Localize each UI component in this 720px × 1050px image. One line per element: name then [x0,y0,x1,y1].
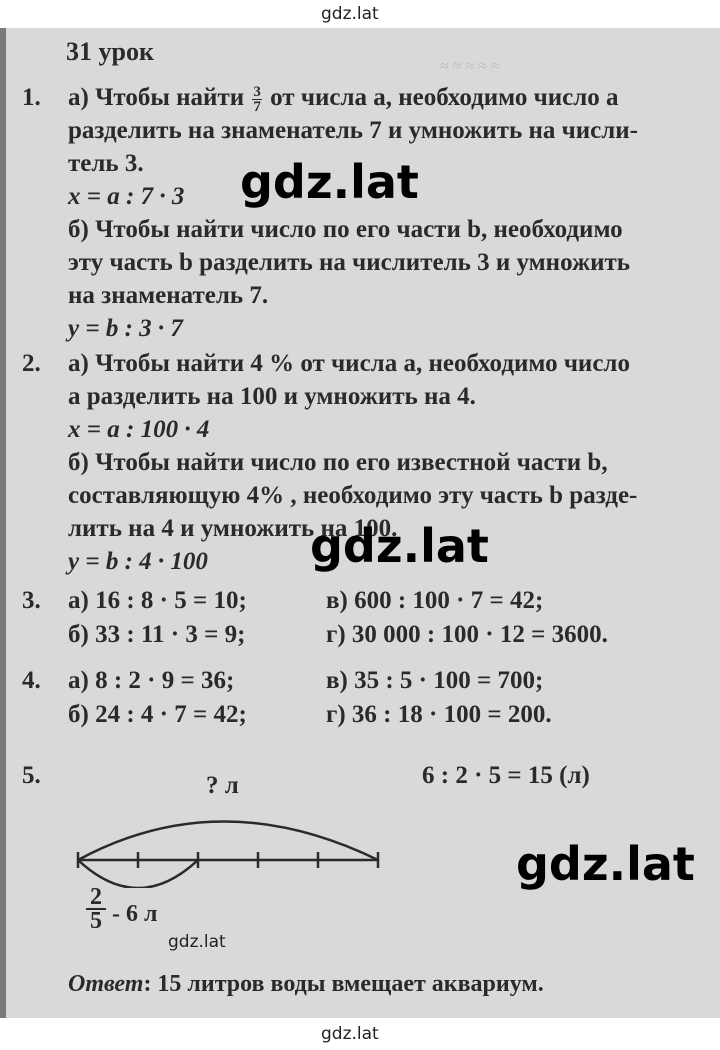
task4-g: г) 36 : 18 · 100 = 200. [326,701,552,728]
watermark-small: gdz.lat [168,932,226,952]
task1-a-line1-pre: а) Чтобы найти [68,84,245,111]
task4-number: 4. [22,667,41,694]
task1-b-line2: эту часть b разделить на числитель 3 и умножить [68,249,630,276]
textbook-page [0,28,720,1018]
part-denominator: 5 [90,908,102,934]
fraction-3-7 [252,85,262,114]
task5-number: 5. [22,762,41,789]
answer-line [68,968,544,1000]
task3-number: 3. [22,587,41,614]
task2-a-line2: a разделить на 100 и умножить на 4. [68,383,476,410]
task1-b-line3: на знаменатель 7. [68,282,269,309]
part-numerator: 2 [86,886,106,910]
task1-a-line1 [68,82,618,114]
task3-a: а) 16 : 8 · 5 = 10; [68,587,247,614]
watermark-big-3: gdz.lat [516,837,695,891]
task3-g: г) 30 000 : 100 · 12 = 3600. [326,621,608,648]
top-watermark: gdz.lat [321,4,379,24]
frac-numerator: 3 [253,83,261,100]
lesson-title: 31 урок [66,37,154,66]
task5-formula: 6 : 2 · 5 = 15 (л) [422,762,590,789]
bleed-through: ≈ ≈ ≈ ≈ ≈ [440,58,500,75]
part-label: - 6 л [112,901,158,927]
task2-b-line3: лить на 4 и умножить на 100. [68,515,398,542]
bottom-watermark: gdz.lat [321,1024,379,1044]
task2-b-line2: составляющую 4% , необходимо эту часть b разде- [68,482,638,509]
task1-a-line3: тель 3. [68,150,144,177]
segment-diagram [70,798,390,888]
task2-a-line1: а) Чтобы найти 4 % от числа a, необходимо число [68,350,630,377]
task2-b-formula: y = b : 4 · 100 [68,548,208,575]
part-fraction [86,886,106,932]
task1-a-line2: разделить на знаменатель 7 и умножить на числи- [68,117,638,144]
watermark-big-2: gdz.lat [310,519,489,573]
task1-b-formula: y = b : 3 · 7 [68,315,183,342]
task4-a: а) 8 : 2 · 9 = 36; [68,667,235,694]
task2-a-formula: x = a : 100 · 4 [68,416,210,443]
whole-arc [78,822,378,861]
task1-a-formula: x = a : 7 · 3 [68,183,185,210]
task3-v: в) 600 : 100 · 7 = 42; [326,587,544,614]
task4-v: в) 35 : 5 · 100 = 700; [326,667,544,694]
task1-a-line1-post: от числа a, необходимо число a [270,84,619,111]
task3-b: б) 33 : 11 · 3 = 9; [68,621,246,648]
task5-whole-label: ? л [206,772,239,799]
task1-number: 1. [22,84,41,111]
watermark-big-1: gdz.lat [240,155,419,209]
task2-b-line1: б) Чтобы найти число по его известной части b, [68,449,608,476]
task1-b-line1: б) Чтобы найти число по его части b, необходимо [68,216,623,243]
frac-denominator: 7 [253,98,261,115]
task2-number: 2. [22,350,41,377]
task4-b: б) 24 : 4 · 7 = 42; [68,701,247,728]
answer-label: Ответ [68,971,144,997]
answer-text: : 15 литров воды вмещает аквариум. [143,971,544,997]
